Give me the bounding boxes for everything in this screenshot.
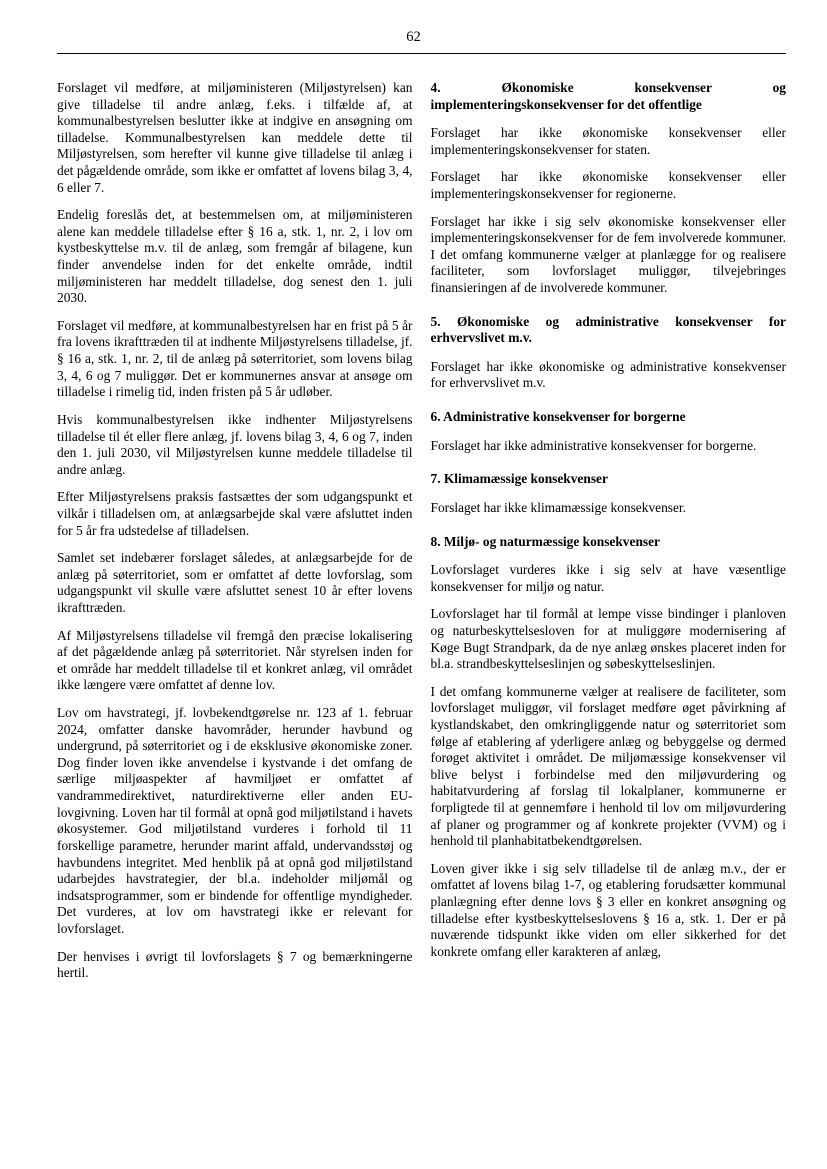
paragraph: Forslaget vil medføre, at miljøministeren (Miljøstyrelsen) kan give tilladelse til andre anlæg, f.eks. i tilfælde af, at kommunalbestyrelsen beslutter ikke at indgive en ansøgning om tilladelse. Kommunalbestyrelsen kan meddele dette til Miljøstyrelsen, som herefter vil kunne give tilladelse til anlæg i det pågældende område, som ikke er omfattet af lovens bilag 3, 4, 6 eller 7.: [57, 79, 413, 195]
paragraph: Forslaget har ikke i sig selv økonomiske konsekvenser eller implementeringskonsekvenser for de fem involverede kommuner. I det omfang kommunerne vælger at planlægge for og realisere faciliteter, som lovforslaget muliggør, tilvejebringes finansieringen af de involverede kommuner.: [430, 213, 786, 296]
paragraph: Af Miljøstyrelsens tilladelse vil fremgå den præcise lokalisering af det pågældende anlæg på søterritoriet. Når styrelsen inden for et område har meddelt tilladelse til et konkret anlæg, vil området ikke længere være omfattet af denne lov.: [57, 627, 413, 693]
paragraph: Lov om havstrategi, jf. lovbekendtgørelse nr. 123 af 1. februar 2024, omfatter danske havområder, herunder havbund og undergrund, på søterritoriet og i de eksklusive økonomiske zoner. Dog finder loven ikke anvendelse i kystvande i det omfang de særlige miljøaspekter af havmiljøet er omfattet af vandrammedirektivet, naturdirektiverne eller anden EU-lovgivning. Loven har til formål at opnå god miljøtilstand i havets økosystemer. God miljøtilstand vurderes i forhold til 11 forskellige parametre, herunder marint affald, undervandsstøj og havbundens integritet. Med henblik på at opnå god miljøtilstand udarbejdes havstrategier, der bl.a. indeholder miljømål og indsatsprogrammer, som er bindende for offentlige myndigheder. Det vurderes, at lov om havstrategi ikke er relevant for lovforslaget.: [57, 705, 413, 936]
paragraph: Der henvises i øvrigt til lovforslagets § 7 og bemærkningerne hertil.: [57, 948, 413, 981]
paragraph: Forslaget har ikke økonomiske og administrative konsekvenser for erhvervslivet m.v.: [430, 358, 786, 391]
paragraph: Forslaget vil medføre, at kommunalbestyrelsen har en frist på 5 år fra lovens ikrafttræden til at indhente Miljøstyrelsens tilladelse, jf. § 16 a, stk. 1, nr. 2, til de anlæg på søterritoriet, som lovens bilag 3, 4, 6 og 7 muliggør. Det er kommunernes ansvar at ansøge om tilladelse i rimelig tid, inden fristen på 5 år udløber.: [57, 317, 413, 400]
paragraph: Samlet set indebærer forslaget således, at anlægsarbejde for de anlæg på søterritoriet, som er omfattet af dette lovforslag, som udgangspunkt vil skulle være afsluttet senest 10 år efter lovens ikrafttræden.: [57, 550, 413, 615]
right-column: [431, 80, 787, 993]
section-heading: 8. Miljø- og naturmæssige konsekvenser: [430, 533, 660, 549]
paragraph: Forslaget har ikke økonomiske konsekvenser eller implementeringskonsekvenser for regionerne.: [430, 169, 786, 201]
section-heading: 4. Økonomiske konsekvenser og implementeringskonsekvenser for det offentlige: [430, 79, 786, 112]
paragraph: Hvis kommunalbestyrelsen ikke indhenter Miljøstyrelsens tilladelse til ét eller flere anlæg, jf. lovens bilag 3, 4, 6 og 7, inden den 1. juli 2030, vil Miljøstyrelsen kunne meddele tilladelse til andre anlæg.: [57, 411, 413, 477]
section-heading: 6. Administrative konsekvenser for borgerne: [430, 409, 686, 425]
section-heading: 5. Økonomiske og administrative konsekvenser for erhvervslivet m.v.: [430, 313, 786, 346]
paragraph: Lovforslaget vurderes ikke i sig selv at have væsentlige konsekvenser for miljø og natur.: [430, 562, 786, 594]
left-column: [57, 80, 413, 993]
paragraph: I det omfang kommunerne vælger at realisere de faciliteter, som lovforslaget muliggør, vil forslaget medføre øget påvirkning af kystlandskabet, den omkringliggende natur og søterritoriet som følge af etablering af yderligere anlæg og bebyggelse og dermed forøget aktivitet i området. De miljømæssige konsekvenser vil blive belyst i forbindelse med den miljøvurdering og habitatvurdering af forslag til lokalplaner, kommunerne er forpligtede til at gennemføre i henhold til lov om miljøvurdering af planer og programmer og af konkrete projekter (VVM) og i henhold til planhabitatbekendtgørelsen.: [430, 683, 786, 849]
page-number: 62: [406, 29, 421, 45]
paragraph: Forslaget har ikke økonomiske konsekvenser eller implementeringskonsekvenser for staten.: [430, 125, 786, 157]
paragraph: Efter Miljøstyrelsens praksis fastsættes der som udgangspunkt et vilkår i tilladelsen om, at anlægsarbejde skal være afsluttet inden for 5 år fra udstedelse af tilladelsen.: [57, 489, 413, 538]
paragraph: Lovforslaget har til formål at lempe visse bindinger i planloven og naturbeskyttelsesloven for at muliggøre modernisering af Køge Bugt Strandpark, da de nye anlæg ønskes placeret inden for bl.a. strandbeskyttelseslinjen og søbeskyttelseslinjen.: [430, 606, 786, 672]
two-column-body: [0, 54, 827, 993]
paragraph: Loven giver ikke i sig selv tilladelse til de anlæg m.v., der er omfattet af lovens bilag 1-7, og etablering forudsætter kommunal planlægning efter denne lovs § 3 eller en konkret ansøgning og tilladelse efter kystbeskyttelseslovens § 16 a, stk. 1. Der er på nuværende tidspunkt ikke viden om eller sikkerhed for det konkrete omfang eller karakteren af anlæg,: [430, 860, 786, 959]
paragraph: Forslaget har ikke klimamæssige konsekvenser.: [430, 499, 686, 515]
section-heading: 7. Klimamæssige konsekvenser: [430, 471, 608, 487]
paragraph: Endelig foreslås det, at bestemmelsen om, at miljøministeren alene kan meddele tilladelse efter § 16 a, stk. 1, nr. 2, i lov om kystbeskyttelse m.v. til de anlæg, som fremgår af bilagene, kun finder anvendelse inden for det enkelte område, indtil miljøministeren har meddelt tilladelse, dog senest den 1. juli 2030.: [57, 207, 413, 306]
paragraph: Forslaget har ikke administrative konsekvenser for borgerne.: [430, 437, 757, 453]
